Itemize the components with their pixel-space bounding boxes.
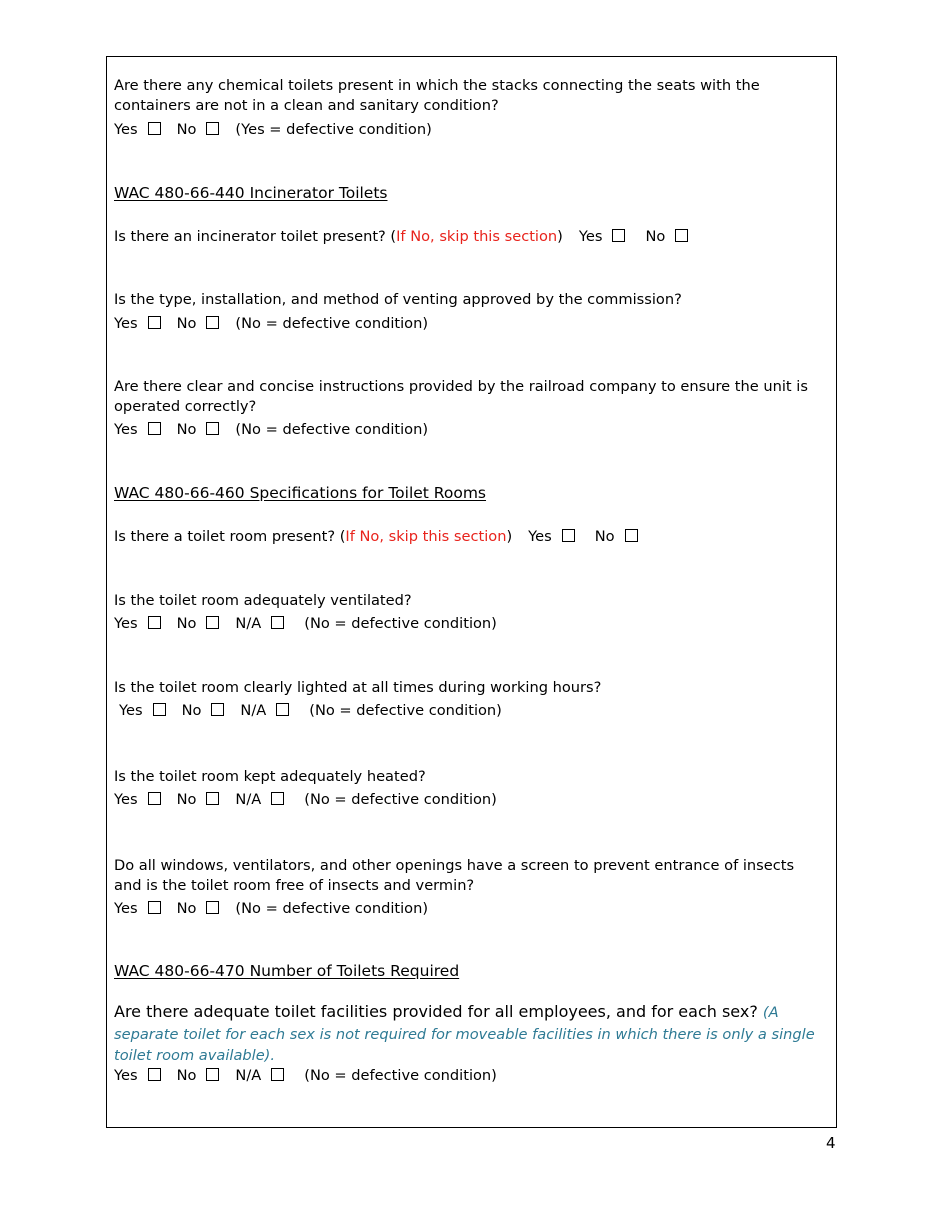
yes-checkbox[interactable]: [148, 901, 161, 914]
no-checkbox[interactable]: [206, 122, 219, 135]
yes-checkbox[interactable]: [148, 122, 161, 135]
defect-note: (No = defective condition): [235, 421, 429, 438]
yes-checkbox[interactable]: [148, 422, 161, 435]
clarification-note: (A separate toilet for each sex is not required for moveable facilities in which there is only a single toilet room available).: [114, 1004, 815, 1064]
question-chemical-toilets: Are there any chemical toilets present in which the stacks connecting the seats with the containers are not in a clean and sanitary condition?: [114, 77, 760, 114]
question-instructions-provided: Are there clear and concise instructions provided by the railroad company to ensure the unit is operated correctly?: [114, 378, 808, 415]
section-heading-number-of-toilets: WAC 480-66-470 Number of Toilets Required: [114, 962, 460, 980]
no-checkbox[interactable]: [625, 529, 638, 542]
no-label: No: [645, 228, 666, 245]
defect-note: (No = defective condition): [309, 702, 502, 719]
no-label: No: [176, 1067, 197, 1084]
yes-checkbox[interactable]: [148, 316, 161, 329]
na-label: N/A: [235, 1067, 262, 1084]
skip-instruction: If No, skip this section: [345, 528, 507, 545]
answer-row-instructions: [114, 420, 428, 440]
na-label: N/A: [240, 702, 267, 719]
no-label: No: [176, 615, 197, 632]
yes-label: Yes: [114, 1067, 138, 1084]
no-checkbox[interactable]: [206, 1068, 219, 1081]
yes-checkbox[interactable]: [612, 229, 625, 242]
no-checkbox[interactable]: [206, 901, 219, 914]
answer-row-venting: [114, 314, 428, 334]
question-incinerator-present: [114, 227, 688, 247]
yes-label: Yes: [114, 315, 138, 332]
yes-label: Yes: [114, 421, 138, 438]
yes-label: Yes: [114, 615, 138, 632]
defect-note: (No = defective condition): [235, 315, 429, 332]
yes-checkbox[interactable]: [562, 529, 575, 542]
question-adequate-facilities: [114, 1002, 828, 1067]
answer-row-chemical-toilets: [114, 120, 432, 140]
yes-checkbox[interactable]: [148, 1068, 161, 1081]
skip-instruction: If No, skip this section: [396, 228, 558, 245]
question-text: Is there a toilet room present? (: [114, 528, 346, 545]
question-toilet-room-present: [114, 527, 638, 547]
page-number: 4: [826, 1134, 836, 1152]
no-label: No: [176, 421, 197, 438]
no-label: No: [176, 900, 197, 917]
question-text: Is there an incinerator toilet present? (: [114, 228, 397, 245]
answer-row-ventilated: [114, 614, 497, 634]
no-checkbox[interactable]: [206, 316, 219, 329]
no-label: No: [176, 315, 197, 332]
na-label: N/A: [235, 791, 262, 808]
yes-label: Yes: [114, 121, 138, 138]
question-venting-approved: Is the type, installation, and method of venting approved by the commission?: [114, 291, 682, 308]
yes-label: Yes: [578, 228, 603, 245]
paren-close: ): [557, 228, 563, 245]
defect-note: (Yes = defective condition): [235, 121, 432, 138]
defect-note: (No = defective condition): [304, 1067, 497, 1084]
no-checkbox[interactable]: [206, 422, 219, 435]
yes-label: Yes: [114, 791, 138, 808]
na-checkbox[interactable]: [271, 792, 284, 805]
na-checkbox[interactable]: [271, 616, 284, 629]
section-heading-incinerator: WAC 480-66-440 Incinerator Toilets: [114, 184, 388, 202]
question-text: Are there adequate toilet facilities provided for all employees, and for each sex?: [114, 1002, 763, 1021]
section-heading-toilet-rooms: WAC 480-66-460 Specifications for Toilet Rooms: [114, 484, 487, 502]
answer-row-lighted: [119, 701, 502, 721]
answer-row-adequate-facilities: [114, 1066, 497, 1086]
defect-note: (No = defective condition): [235, 900, 429, 917]
question-lighted: Is the toilet room clearly lighted at all times during working hours?: [114, 679, 602, 696]
yes-label: Yes: [119, 702, 143, 719]
question-screens-insects: Do all windows, ventilators, and other openings have a screen to prevent entrance of insects and is the toilet room free of insects and vermin?: [114, 857, 795, 894]
question-heated: Is the toilet room kept adequately heated?: [114, 768, 426, 785]
na-label: N/A: [235, 615, 262, 632]
no-label: No: [176, 791, 197, 808]
yes-checkbox[interactable]: [148, 792, 161, 805]
answer-row-screens: [114, 899, 428, 919]
na-checkbox[interactable]: [271, 1068, 284, 1081]
yes-checkbox[interactable]: [148, 616, 161, 629]
paren-close: ): [506, 528, 513, 545]
yes-label: Yes: [528, 528, 552, 545]
na-checkbox[interactable]: [276, 703, 289, 716]
no-label: No: [181, 702, 202, 719]
defect-note: (No = defective condition): [304, 615, 497, 632]
no-checkbox[interactable]: [675, 229, 688, 242]
yes-checkbox[interactable]: [153, 703, 166, 716]
no-label: No: [594, 528, 615, 545]
no-label: No: [176, 121, 197, 138]
defect-note: (No = defective condition): [304, 791, 497, 808]
no-checkbox[interactable]: [206, 616, 219, 629]
question-ventilated: Is the toilet room adequately ventilated?: [114, 592, 412, 609]
yes-label: Yes: [114, 900, 138, 917]
answer-row-heated: [114, 790, 497, 810]
no-checkbox[interactable]: [211, 703, 224, 716]
no-checkbox[interactable]: [206, 792, 219, 805]
